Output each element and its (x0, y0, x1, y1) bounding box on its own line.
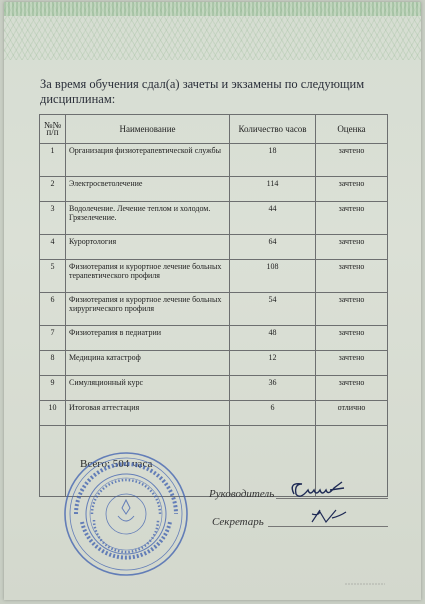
row-name: Физиотерапия в педиатрии (66, 326, 230, 351)
row-grade: зачтено (316, 144, 388, 177)
row-num: 3 (40, 202, 66, 235)
decorative-band (4, 2, 421, 16)
row-name: Физиотерапия и курортное лечение больных терапевтического профиля (66, 260, 230, 293)
table-row (40, 235, 388, 260)
row-grade: зачтено (316, 260, 388, 293)
row-num: 10 (40, 401, 66, 426)
director-label: Руководитель (209, 488, 275, 500)
row-hours: 36 (230, 376, 316, 401)
row-num: 8 (40, 351, 66, 376)
secretary-signature-icon (306, 504, 356, 528)
row-grade: зачтено (316, 202, 388, 235)
director-signature-icon (284, 476, 364, 506)
row-num: 2 (40, 177, 66, 202)
table-row (40, 351, 388, 376)
row-grade: зачтено (316, 177, 388, 202)
row-hours: 64 (230, 235, 316, 260)
row-name: Электросветолечение (66, 177, 230, 202)
row-name: Организация физиотерапевтической службы (66, 144, 230, 177)
row-hours: 6 (230, 401, 316, 426)
row-num: 4 (40, 235, 66, 260)
total-hours: Всего: 504 часа (80, 458, 153, 470)
row-grade: зачтено (316, 235, 388, 260)
row-grade: зачтено (316, 326, 388, 351)
row-name: Итоговая аттестация (66, 401, 230, 426)
header-grade: Оценка (316, 115, 388, 144)
table-row (40, 326, 388, 351)
row-name: Медицина катастроф (66, 351, 230, 376)
row-grade: зачтено (316, 376, 388, 401)
table-row (40, 293, 388, 326)
official-stamp-icon (62, 450, 190, 578)
secretary-label: Секретарь (212, 516, 264, 528)
row-hours: 114 (230, 177, 316, 202)
row-num: 6 (40, 293, 66, 326)
table-header-row (40, 115, 388, 144)
table-row (40, 202, 388, 235)
document-sheet (4, 2, 421, 600)
row-name: Физиотерапия и курортное лечение больных хирургического профиля (66, 293, 230, 326)
row-num: 9 (40, 376, 66, 401)
row-num: 5 (40, 260, 66, 293)
row-grade: отлично (316, 401, 388, 426)
row-grade: зачтено (316, 293, 388, 326)
table-row (40, 144, 388, 177)
page-heading: За время обучения сдал(а) зачеты и экзамены по следующим дисциплинам: (40, 77, 365, 106)
header-hours: Количество часов (230, 115, 316, 144)
row-hours: 54 (230, 293, 316, 326)
row-num: 1 (40, 144, 66, 177)
table-row (40, 401, 388, 426)
row-hours: 44 (230, 202, 316, 235)
row-hours: 12 (230, 351, 316, 376)
row-name: Водолечение. Лечение теплом и холодом. Грязелечение. (66, 202, 230, 235)
row-num: 7 (40, 326, 66, 351)
row-hours: 108 (230, 260, 316, 293)
table-row (40, 260, 388, 293)
table-row (40, 177, 388, 202)
row-hours: 48 (230, 326, 316, 351)
header-num: №№ п/п (40, 115, 66, 144)
row-name: Симуляционный курс (66, 376, 230, 401)
table-row (40, 376, 388, 401)
header-name: Наименование (66, 115, 230, 144)
print-code-icon (345, 582, 385, 586)
disciplines-table (39, 114, 388, 497)
row-name: Курортология (66, 235, 230, 260)
row-grade: зачтено (316, 351, 388, 376)
row-hours: 18 (230, 144, 316, 177)
